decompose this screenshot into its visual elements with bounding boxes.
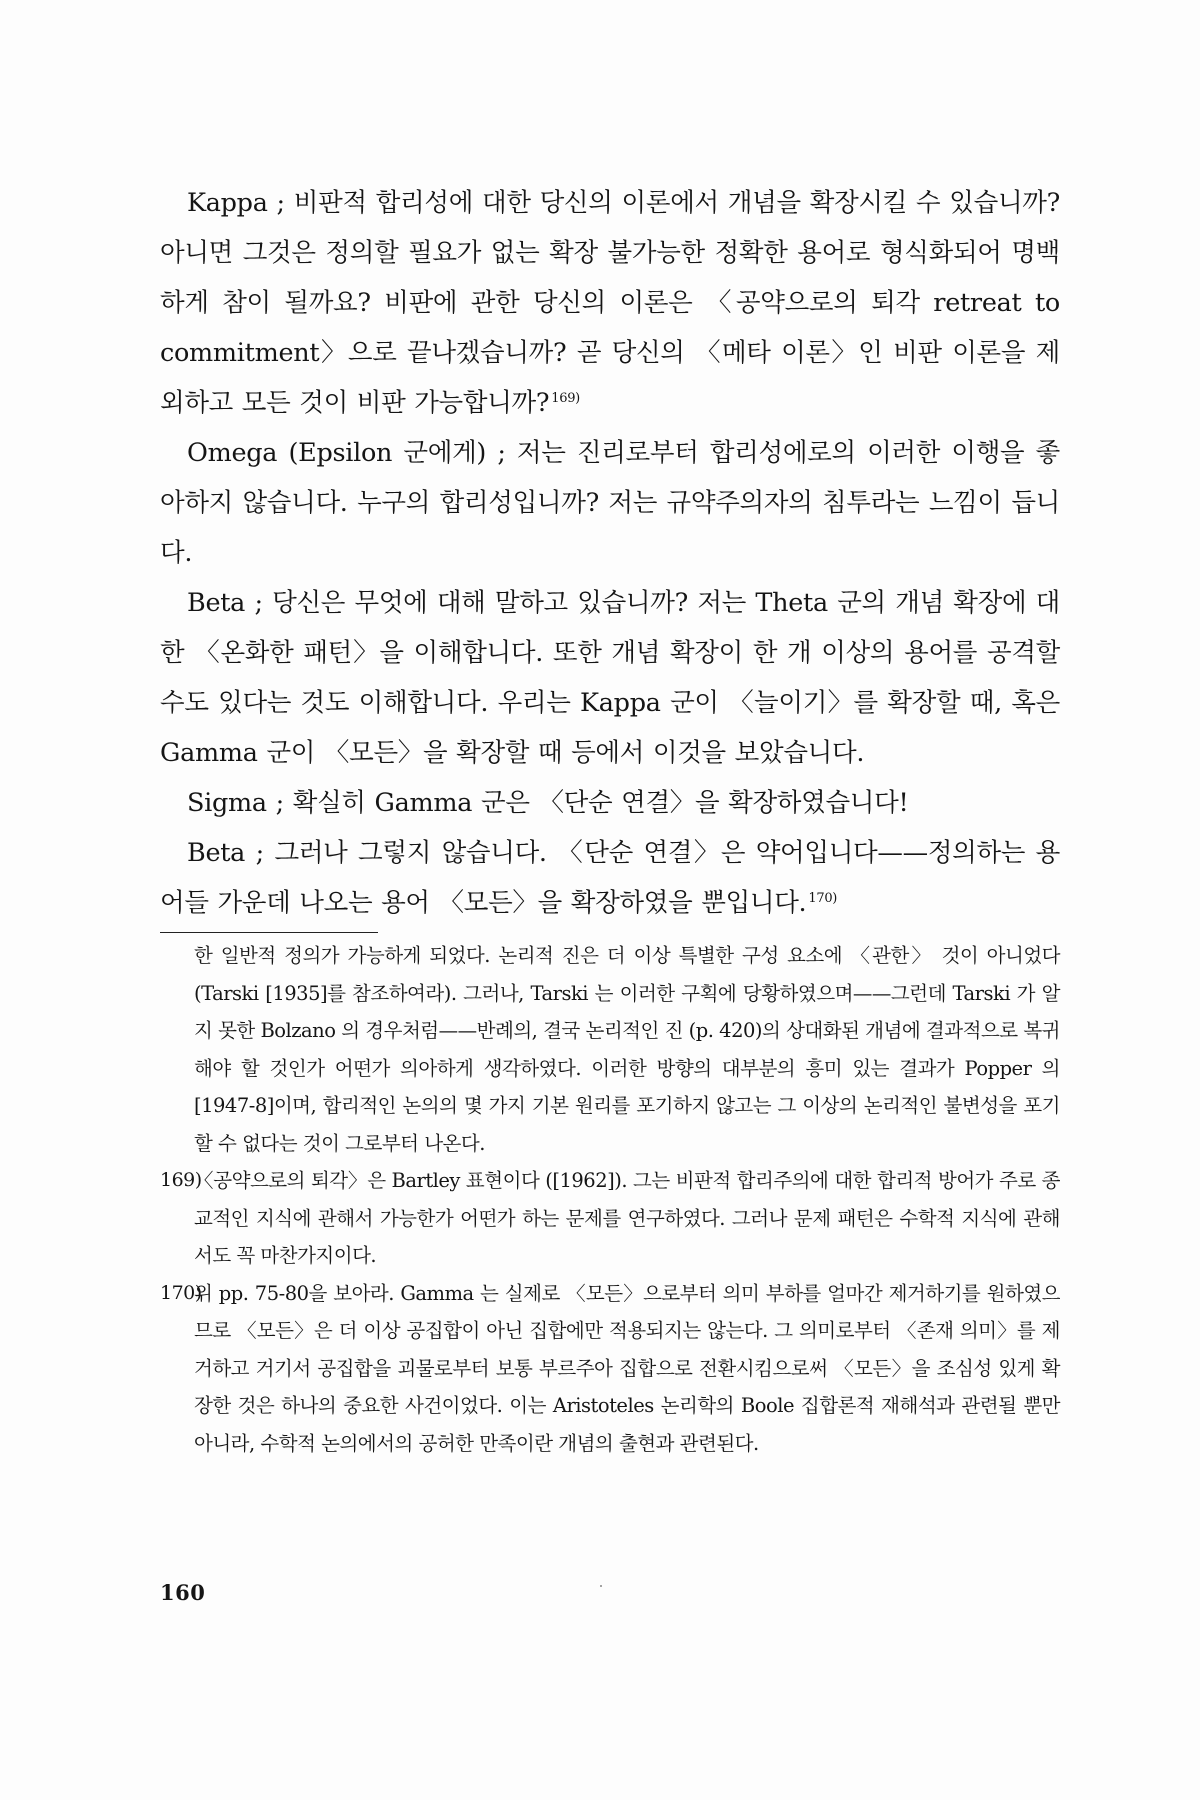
footnote-text: 〈공약으로의 퇴각〉은 Bartley 표현이다 ([1962]). 그는 비판적 합리주의에 대한 합리적 방어가 주로 종교적인 지식에 관해서 가능한가 어떤가 하는 문제를 연구하였다. 그러나 문제 패턴은 수학적 지식에 관해서도 꼭 마찬가지이다. [194,1169,1060,1267]
page-number: 160 [160,1580,206,1605]
dialogue-paragraph-beta-2 [160,828,1060,928]
dialogue-paragraph-kappa [160,178,1060,428]
paragraph-text: Beta ; 그러나 그렇지 않습니다. 〈단순 연결〉은 약어입니다——정의하는 용어들 가운데 나오는 용어 〈모든〉을 확장하였을 뿐입니다. [160,838,1060,918]
scan-speck [600,1585,602,1587]
footnote-text: 한 일반적 정의가 가능하게 되었다. 논리적 진은 더 이상 특별한 구성 요소에 〈관한〉 것이 아니었다 (Tarski [1935]를 참조하여라). 그러나, Tarski 는 이러한 구획에 당황하였으며——그런데 Tarski 가 알지 못한 Bolzano 의 경우처럼——반례의, 결국 논리적인 진 (p. 420)의 상대화된 개념에 결과적으로 복귀해야 할 것인가 어떤가 의아하게 생각하였다. 이러한 방향의 대부분의 흥미 있는 결과가 Popper 의 [1947-8]이며, 합리적인 논의의 몇 가지 기본 원리를 포기하지 않고는 그 이상의 논리적인 불변성을 포기할 수 없다는 것이 그로부터 나온다. [194,944,1060,1155]
paragraph-text: Kappa ; 비판적 합리성에 대한 당신의 이론에서 개념을 확장시킬 수 있습니까? 아니면 그것은 정의할 필요가 없는 확장 불가능한 정확한 용어로 형식화되어 명백하게 참이 될까요? 비판에 관한 당신의 이론은 〈공약으로의 퇴각 retreat to commitment〉으로 끝나겠습니까? 곧 당신의 〈메타 이론〉인 비판 이론을 제외하고 모든 것이 비판 가능합니까? [160,188,1060,418]
main-text [160,178,1060,928]
footnote-text: 위 pp. 75-80을 보아라. Gamma 는 실제로 〈모든〉으로부터 의미 부하를 얼마간 제거하기를 원하였으므로 〈모든〉은 더 이상 공집합이 아닌 집합에만 적용되지는 않는다. 그 의미로부터 〈존재 의미〉를 제거하고 거기서 공집합을 괴물로부터 보통 부르주아 집합으로 전환시킴으로써 〈모든〉을 조심성 있게 확장한 것은 하나의 중요한 사건이었다. 이는 Aristoteles 논리학의 Boole 집합론적 재해석과 관련될 뿐만 아니라, 수학적 논의에서의 공허한 만족이란 개념의 출현과 관련된다. [194,1281,1060,1455]
footnote-divider [160,932,378,933]
footnote-ref-170: 170) [808,891,838,906]
footnotes [160,937,1060,1462]
dialogue-paragraph-sigma [160,778,1060,828]
footnote-number: 169) [160,1169,202,1191]
footnote-170 [160,1275,1060,1463]
footnote-number: 170) [160,1281,202,1304]
paragraph-text: Sigma ; 확실히 Gamma 군은 〈단순 연결〉을 확장하였습니다! [187,788,909,818]
paragraph-text: Beta ; 당신은 무엇에 대해 말하고 있습니까? 저는 Theta 군의 개념 확장에 대한 〈온화한 패턴〉을 이해합니다. 또한 개념 확장이 한 개 이상의 용어를 공격할 수도 있다는 것도 이해합니다. 우리는 Kappa 군이 〈늘이기〉를 확장할 때, 혹은 Gamma 군이 〈모든〉을 확장할 때 등에서 이것을 보았습니다. [160,588,1060,768]
dialogue-paragraph-omega [160,428,1060,578]
footnote-ref-169: 169) [551,391,580,406]
paragraph-text: Omega (Epsilon 군에게) ; 저는 진리로부터 합리성에로의 이러한 이행을 좋아하지 않습니다. 누구의 합리성입니까? 저는 규약주의자의 침투라는 느낌이 듭니다. [160,438,1060,568]
dialogue-paragraph-beta [160,578,1060,778]
footnote-169 [160,1162,1060,1275]
footnote-continued [160,937,1060,1162]
